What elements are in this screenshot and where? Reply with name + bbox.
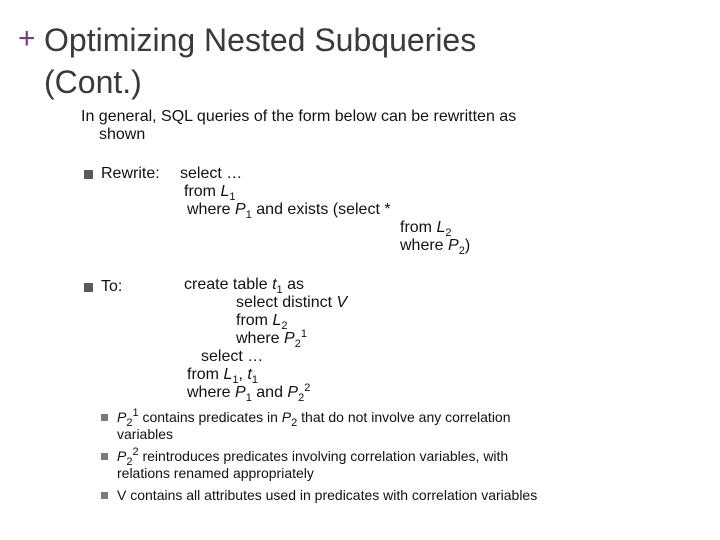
intro-line-1: In general, SQL queries of the form below can be rewritten as — [81, 108, 517, 125]
note-1-line-1: $P_2^1$ contains predicates in $P_2$ that do not involve any correlation — [117, 407, 511, 429]
note-2-line-2: relations renamed appropriately — [117, 465, 314, 481]
slide-title-line-2: (Cont.) — [44, 64, 142, 100]
to-line-4: where $P_2^1$ — [236, 328, 307, 350]
to-label: To: — [101, 278, 123, 295]
intro-line-2: shown — [99, 126, 146, 143]
to-line-6: from $L_1$, $t_1$ — [187, 366, 258, 386]
note-2-line-1: $P_2^2$ reintroduces predicates involving correlation variables, with — [117, 446, 509, 468]
to-line-2: select distinct V — [236, 294, 348, 311]
square-bullet-icon — [101, 453, 108, 460]
square-bullet-icon — [84, 283, 93, 292]
rewrite-line-5: where $P_2$) — [400, 237, 471, 257]
to-line-5: select … — [201, 348, 264, 365]
rewrite-line-2: from $L_1$ — [184, 183, 236, 203]
rewrite-label: Rewrite: — [101, 165, 160, 182]
note-3: V contains all attributes used in predicates with correlation variables — [117, 487, 538, 503]
to-line-3: from $L_2$ — [236, 312, 288, 332]
square-bullet-icon — [101, 414, 108, 421]
square-bullet-icon — [84, 170, 93, 179]
to-line-7: where $P_1$ and $P_2^2$ — [187, 382, 311, 404]
plus-icon: + — [18, 22, 36, 55]
note-1-line-2: variables — [117, 426, 174, 442]
slide-title-line-1: Optimizing Nested Subqueries — [44, 22, 477, 58]
rewrite-line-3: where $P_1$ and exists (select * — [187, 201, 391, 221]
rewrite-line-1: select … — [180, 165, 243, 182]
to-line-1: create table $t_1$ as — [184, 276, 304, 296]
rewrite-line-4: from $L_2$ — [400, 219, 452, 239]
square-bullet-icon — [101, 492, 108, 499]
